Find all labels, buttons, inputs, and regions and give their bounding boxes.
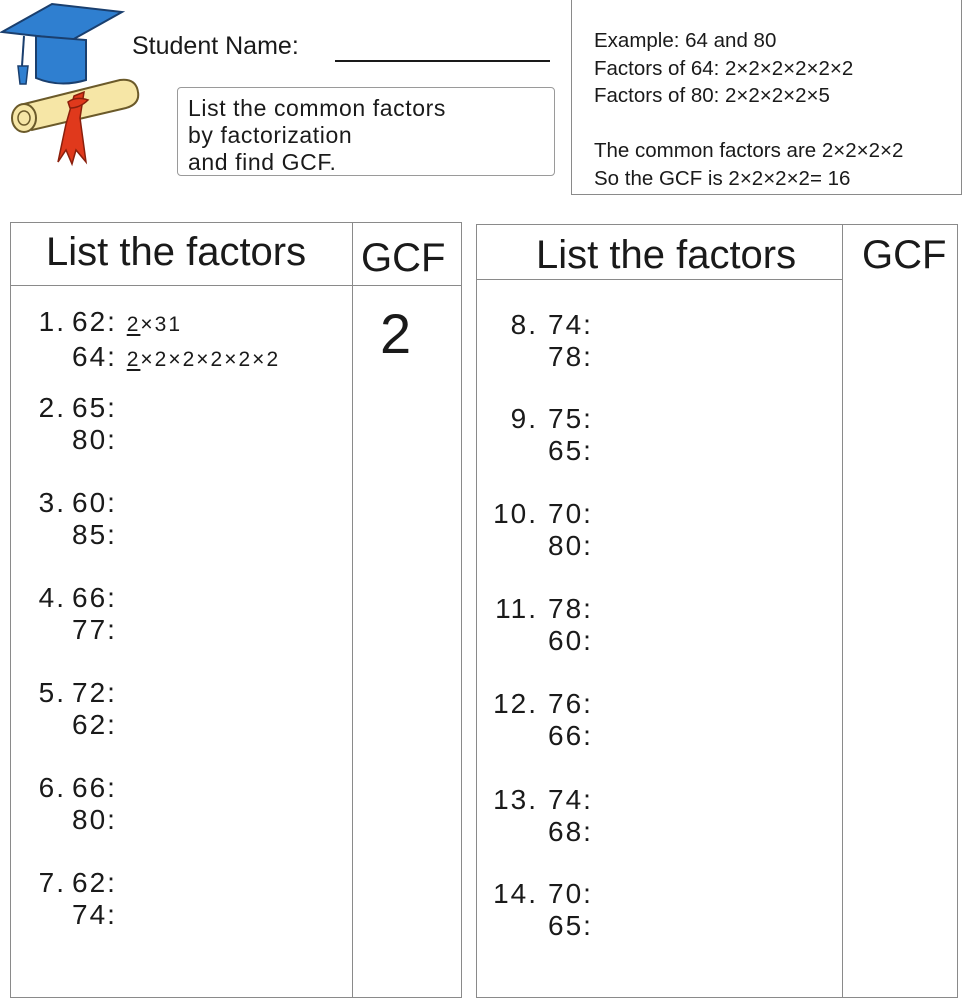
problem-value-a: 70: bbox=[548, 878, 593, 909]
problem-number: 10. bbox=[493, 498, 538, 529]
worked-factors-b: 2×2×2×2×2×2 bbox=[126, 348, 281, 371]
problem-row-2 bbox=[28, 392, 117, 456]
example-factors-80: Factors of 80: 2×2×2×2×5 bbox=[594, 84, 830, 107]
problem-value-a: 62: bbox=[72, 306, 117, 337]
problem-row-8 bbox=[486, 309, 593, 373]
problem-value-b: 60: bbox=[548, 625, 593, 656]
problem-row-10 bbox=[486, 498, 593, 562]
left-col-factors-header: List the factors bbox=[46, 230, 307, 274]
problem-row-9 bbox=[486, 403, 593, 467]
problem-value-a: 66: bbox=[72, 582, 117, 613]
right-col-factors-header: List the factors bbox=[536, 233, 797, 277]
problem-row-7 bbox=[28, 867, 117, 931]
gcf-answer-1[interactable]: 2 bbox=[380, 302, 412, 365]
problem-value-b: 78: bbox=[548, 341, 593, 372]
problem-value-b: 65: bbox=[548, 910, 593, 941]
problem-value-a: 72: bbox=[72, 677, 117, 708]
problem-row-3 bbox=[28, 487, 117, 551]
problem-number: 3. bbox=[38, 487, 66, 518]
problem-number: 14. bbox=[493, 878, 538, 909]
problem-value-b: 74: bbox=[72, 899, 117, 930]
problem-value-a: 75: bbox=[548, 403, 593, 434]
problem-row-5 bbox=[28, 677, 117, 741]
problem-row-12 bbox=[486, 688, 593, 752]
problem-number: 11. bbox=[495, 593, 538, 624]
right-table-divider bbox=[842, 224, 843, 998]
student-name-field[interactable] bbox=[335, 60, 550, 62]
left-table-header-rule bbox=[10, 285, 462, 286]
problem-number: 13. bbox=[493, 784, 538, 815]
problem-row-1 bbox=[28, 306, 280, 376]
right-col-gcf-header: GCF bbox=[862, 233, 947, 277]
problem-number: 6. bbox=[38, 772, 66, 803]
problem-value-a: 60: bbox=[72, 487, 117, 518]
problem-value-a: 70: bbox=[548, 498, 593, 529]
problem-value-b: 68: bbox=[548, 816, 593, 847]
problem-value-b: 80: bbox=[72, 804, 117, 835]
example-title: Example: 64 and 80 bbox=[594, 29, 777, 52]
left-table-divider bbox=[352, 222, 353, 998]
problem-value-a: 62: bbox=[72, 867, 117, 898]
problem-row-13 bbox=[486, 784, 593, 848]
problem-row-6 bbox=[28, 772, 117, 836]
example-common-factors: The common factors are 2×2×2×2 bbox=[594, 139, 904, 162]
problem-number: 8. bbox=[510, 309, 538, 340]
example-gcf: So the GCF is 2×2×2×2= 16 bbox=[594, 166, 851, 190]
problem-value-b: 66: bbox=[548, 720, 593, 751]
problem-value-b: 85: bbox=[72, 519, 117, 550]
instructions-line: by factorization bbox=[188, 122, 353, 148]
student-name-label: Student Name: bbox=[132, 32, 299, 60]
problem-number: 12. bbox=[493, 688, 538, 719]
problem-value-a: 76: bbox=[548, 688, 593, 719]
problem-number: 4. bbox=[38, 582, 66, 613]
instructions-box bbox=[177, 87, 555, 176]
problem-number: 7. bbox=[38, 867, 66, 898]
example-factors-64: Factors of 64: 2×2×2×2×2×2 bbox=[594, 56, 854, 80]
problem-value-b: 77: bbox=[72, 614, 117, 645]
problem-value-a: 74: bbox=[548, 309, 593, 340]
problem-row-14 bbox=[486, 878, 593, 942]
instructions-line: List the common factors bbox=[188, 95, 446, 121]
problem-number: 1. bbox=[38, 306, 66, 337]
problem-number: 2. bbox=[38, 392, 66, 423]
left-col-gcf-header: GCF bbox=[361, 236, 446, 280]
problem-value-b: 62: bbox=[72, 709, 117, 740]
problem-value-a: 78: bbox=[548, 593, 593, 624]
problem-value-b: 64: bbox=[72, 341, 117, 372]
problem-value-b: 80: bbox=[72, 424, 117, 455]
problem-number: 9. bbox=[510, 403, 538, 434]
example-box bbox=[571, 0, 962, 195]
problem-value-b: 65: bbox=[548, 435, 593, 466]
right-table-header-rule bbox=[476, 279, 842, 280]
problem-value-a: 74: bbox=[548, 784, 593, 815]
problem-value-b: 80: bbox=[548, 530, 593, 561]
problem-value-a: 66: bbox=[72, 772, 117, 803]
worked-factors-a: 2×31 bbox=[126, 313, 183, 336]
graduation-cap-icon bbox=[0, 0, 150, 170]
problem-row-11 bbox=[486, 593, 593, 657]
problem-row-4 bbox=[28, 582, 117, 646]
instructions-line: and find GCF. bbox=[188, 149, 337, 175]
problem-value-a: 65: bbox=[72, 392, 117, 423]
problem-number: 5. bbox=[38, 677, 66, 708]
